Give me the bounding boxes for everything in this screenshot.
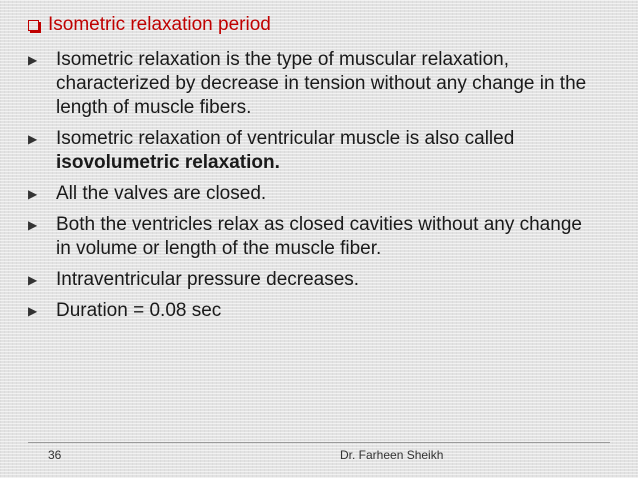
list-item bbox=[28, 299, 594, 323]
list-item bbox=[28, 48, 594, 120]
slide-heading bbox=[28, 14, 271, 36]
bullet-text: Intraventricular pressure decreases. bbox=[56, 269, 360, 290]
bullet-text: All the valves are closed. bbox=[56, 183, 267, 204]
right-triangle-icon: ▶ bbox=[28, 132, 38, 146]
list-item bbox=[28, 268, 594, 292]
footer-author: Dr. Farheen Sheikh bbox=[340, 448, 444, 462]
hollow-square-icon bbox=[28, 20, 39, 31]
footer-divider bbox=[28, 442, 610, 443]
bullet-text: Both the ventricles relax as closed cavities without any change in volume or length of the muscle fiber. bbox=[56, 214, 582, 259]
bullet-list bbox=[28, 48, 594, 330]
list-item bbox=[28, 127, 594, 175]
bullet-text: Isometric relaxation is the type of muscular relaxation, characterized by decrease in tension without any change in the length of muscle fibers. bbox=[56, 49, 587, 118]
list-item bbox=[28, 213, 594, 261]
heading-text: Isometric relaxation period bbox=[48, 14, 271, 35]
bullet-text: Duration = 0.08 sec bbox=[56, 300, 222, 321]
right-triangle-icon: ▶ bbox=[28, 187, 38, 201]
bullet-text: Isometric relaxation of ventricular muscle is also called isovolumetric relaxation. bbox=[56, 128, 515, 173]
right-triangle-icon: ▶ bbox=[28, 53, 38, 67]
right-triangle-icon: ▶ bbox=[28, 273, 38, 287]
bold-term: isovolumetric relaxation. bbox=[56, 152, 280, 173]
right-triangle-icon: ▶ bbox=[28, 218, 38, 232]
page-number: 36 bbox=[48, 448, 62, 462]
right-triangle-icon: ▶ bbox=[28, 304, 38, 318]
list-item bbox=[28, 182, 594, 206]
